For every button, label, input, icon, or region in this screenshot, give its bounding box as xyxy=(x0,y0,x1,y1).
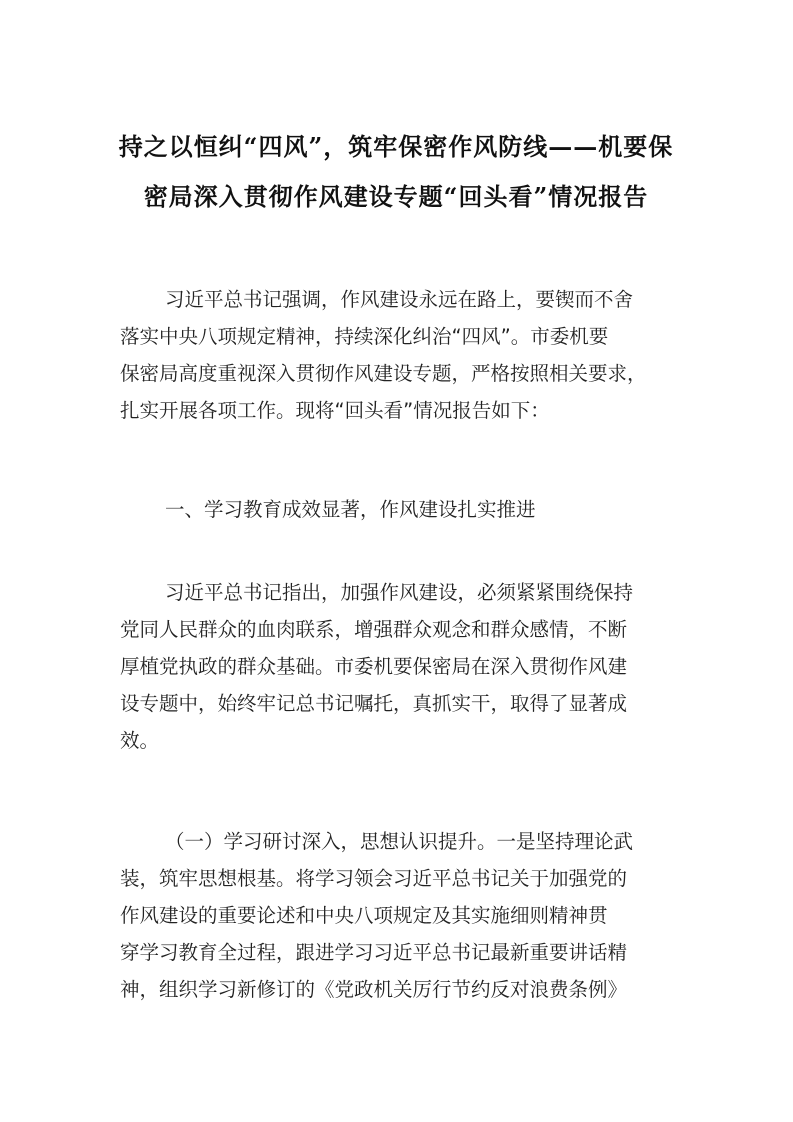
paragraph-line: 作风建设的重要论述和中央八项规定及其实施细则精神贯 xyxy=(120,904,608,927)
body-paragraph xyxy=(120,823,680,1008)
intro-paragraph xyxy=(120,281,680,429)
title-line: 持之以恒纠“四风”，筑牢保密作风防线——机要保 xyxy=(118,132,674,161)
paragraph-line: 神，组织学习新修订的《党政机关厉行节约反对浪费条例》 xyxy=(120,978,628,1001)
paragraph-line: 穿学习教育全过程，跟进学习习近平总书记最新重要讲话精 xyxy=(120,941,628,964)
section-heading: 一、学习教育成效显著，作风建设扎实推进 xyxy=(165,498,536,521)
paragraph-line: 习近平总书记强调，作风建设永远在路上，要锲而不舍 xyxy=(165,288,634,311)
paragraph-line: 扎实开展各项工作。现将“回头看”情况报告如下： xyxy=(120,399,550,422)
paragraph-line: 效。 xyxy=(120,729,160,752)
paragraph-line: （一）学习研讨深入，思想认识提升。一是坚持理论武 xyxy=(165,830,634,853)
paragraph-line: 厚植党执政的群众基础。市委机要保密局在深入贯彻作风建 xyxy=(120,655,628,678)
document-title xyxy=(96,122,696,222)
paragraph-line: 装，筑牢思想根基。将学习领会习近平总书记关于加强党的 xyxy=(120,867,628,890)
paragraph-line: 习近平总书记指出，加强作风建设，必须紧紧围绕保持 xyxy=(165,581,634,604)
body-paragraph xyxy=(120,574,680,759)
paragraph-line: 保密局高度重视深入贯彻作风建设专题，严格按照相关要求， xyxy=(120,362,647,385)
paragraph-line: 落实中央八项规定精神，持续深化纠治“四风”。市委机要 xyxy=(120,325,609,348)
title-line: 密局深入贯彻作风建设专题“回头看”情况报告 xyxy=(143,182,649,211)
paragraph-line: 设专题中，始终牢记总书记嘱托，真抓实干，取得了显著成 xyxy=(120,692,628,715)
paragraph-line: 党同人民群众的血肉联系，增强群众观念和群众感情，不断 xyxy=(120,618,628,641)
